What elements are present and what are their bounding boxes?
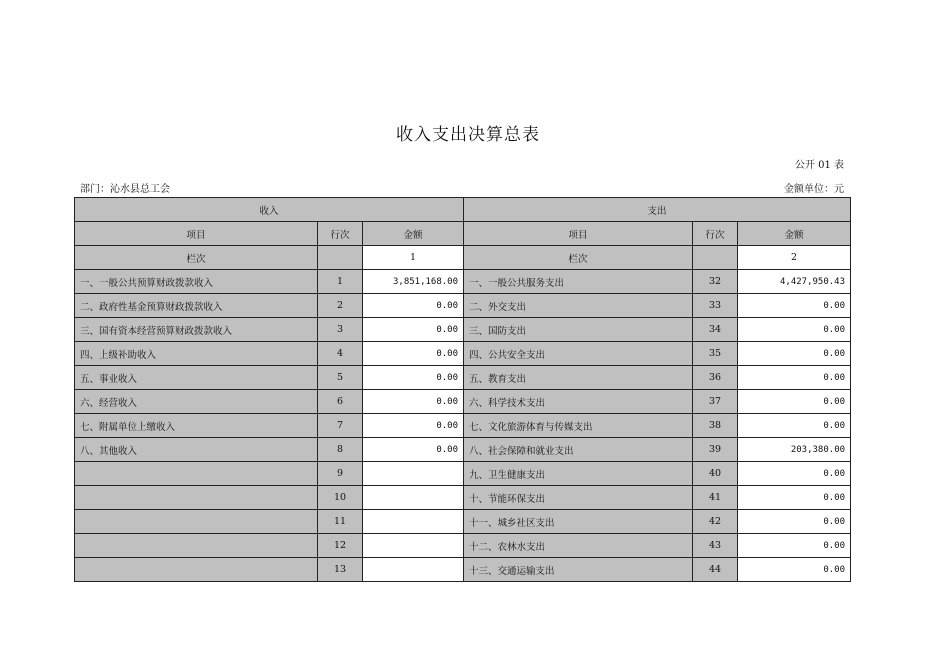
expense-amount-cell: 0.00 xyxy=(738,342,851,366)
table-row xyxy=(75,510,851,534)
expense-item-cell: 五、教育支出 xyxy=(464,366,693,390)
expense-section-header: 支出 xyxy=(464,198,851,222)
expense-row-no-cell: 43 xyxy=(693,534,738,558)
table-row xyxy=(75,270,851,294)
expense-amount-cell: 0.00 xyxy=(738,414,851,438)
header-row-sections xyxy=(75,198,851,222)
income-item-cell xyxy=(75,510,318,534)
expense-amount-cell: 0.00 xyxy=(738,318,851,342)
income-item-cell: 二、政府性基金预算财政拨款收入 xyxy=(75,294,318,318)
income-item-cell: 四、上级补助收入 xyxy=(75,342,318,366)
income-row-no-cell: 4 xyxy=(318,342,363,366)
income-column-label: 栏次 xyxy=(75,246,318,270)
expense-row-no-cell: 32 xyxy=(693,270,738,294)
income-item-cell: 五、事业收入 xyxy=(75,366,318,390)
expense-amount-cell: 0.00 xyxy=(738,390,851,414)
department-label: 部门：沁水县总工会 xyxy=(80,184,170,195)
income-item-cell: 六、经营收入 xyxy=(75,390,318,414)
income-item-cell xyxy=(75,534,318,558)
income-amount-cell xyxy=(363,534,464,558)
income-item-cell: 三、国有资本经营预算财政拨款收入 xyxy=(75,318,318,342)
income-row-no-cell: 3 xyxy=(318,318,363,342)
income-row-no-cell: 13 xyxy=(318,558,363,582)
expense-amount-cell: 4,427,950.43 xyxy=(738,270,851,294)
expense-item-cell: 四、公共安全支出 xyxy=(464,342,693,366)
expense-item-header: 项目 xyxy=(464,222,693,246)
expense-amount-cell: 0.00 xyxy=(738,558,851,582)
income-amount-cell: 0.00 xyxy=(363,438,464,462)
income-row-no-cell: 7 xyxy=(318,414,363,438)
income-amount-cell: 0.00 xyxy=(363,318,464,342)
income-column-blank xyxy=(318,246,363,270)
expense-item-cell: 一、一般公共服务支出 xyxy=(464,270,693,294)
expense-item-cell: 八、社会保障和就业支出 xyxy=(464,438,693,462)
income-amount-cell: 0.00 xyxy=(363,390,464,414)
expense-item-cell: 十一、城乡社区支出 xyxy=(464,510,693,534)
income-row-no-cell: 10 xyxy=(318,486,363,510)
table-row xyxy=(75,342,851,366)
expense-item-cell: 十二、农林水支出 xyxy=(464,534,693,558)
expense-row-no-cell: 38 xyxy=(693,414,738,438)
expense-row-no-cell: 33 xyxy=(693,294,738,318)
income-row-no-cell: 5 xyxy=(318,366,363,390)
expense-row-no-cell: 42 xyxy=(693,510,738,534)
income-row-no-cell: 2 xyxy=(318,294,363,318)
table-row xyxy=(75,438,851,462)
expense-item-cell: 十、节能环保支出 xyxy=(464,486,693,510)
expense-row-no-cell: 37 xyxy=(693,390,738,414)
income-row-no-cell: 11 xyxy=(318,510,363,534)
header-row-columns xyxy=(75,222,851,246)
table-row xyxy=(75,486,851,510)
expense-amount-cell: 0.00 xyxy=(738,294,851,318)
income-amount-cell xyxy=(363,510,464,534)
expense-item-cell: 三、国防支出 xyxy=(464,318,693,342)
table-row xyxy=(75,294,851,318)
expense-row-no-cell: 36 xyxy=(693,366,738,390)
expense-amount-cell: 203,380.00 xyxy=(738,438,851,462)
expense-column-index: 2 xyxy=(738,246,851,270)
income-row-no-header: 行次 xyxy=(318,222,363,246)
table-row xyxy=(75,318,851,342)
expense-item-cell: 七、文化旅游体育与传媒支出 xyxy=(464,414,693,438)
expense-column-label: 栏次 xyxy=(464,246,693,270)
table-row xyxy=(75,390,851,414)
income-item-header: 项目 xyxy=(75,222,318,246)
income-amount-cell xyxy=(363,558,464,582)
income-amount-cell: 0.00 xyxy=(363,414,464,438)
expense-amount-cell: 0.00 xyxy=(738,462,851,486)
header-row-column-index xyxy=(75,246,851,270)
income-row-no-cell: 6 xyxy=(318,390,363,414)
expense-amount-cell: 0.00 xyxy=(738,510,851,534)
expense-amount-cell: 0.00 xyxy=(738,534,851,558)
table-row xyxy=(75,534,851,558)
income-amount-cell: 0.00 xyxy=(363,294,464,318)
income-section-header: 收入 xyxy=(75,198,464,222)
income-amount-cell xyxy=(363,462,464,486)
expense-amount-header: 金额 xyxy=(738,222,851,246)
income-amount-header: 金额 xyxy=(363,222,464,246)
income-item-cell xyxy=(75,462,318,486)
expense-row-no-cell: 34 xyxy=(693,318,738,342)
expense-amount-cell: 0.00 xyxy=(738,366,851,390)
expense-row-no-cell: 44 xyxy=(693,558,738,582)
expense-row-no-cell: 40 xyxy=(693,462,738,486)
expense-row-no-cell: 35 xyxy=(693,342,738,366)
income-expense-table xyxy=(74,197,851,582)
expense-row-no-cell: 41 xyxy=(693,486,738,510)
income-row-no-cell: 8 xyxy=(318,438,363,462)
income-row-no-cell: 1 xyxy=(318,270,363,294)
expense-item-cell: 二、外交支出 xyxy=(464,294,693,318)
income-amount-cell: 3,851,168.00 xyxy=(363,270,464,294)
expense-item-cell: 九、卫生健康支出 xyxy=(464,462,693,486)
income-amount-cell xyxy=(363,486,464,510)
expense-item-cell: 六、科学技术支出 xyxy=(464,390,693,414)
income-row-no-cell: 12 xyxy=(318,534,363,558)
income-item-cell: 七、附属单位上缴收入 xyxy=(75,414,318,438)
amount-unit-label: 金额单位：元 xyxy=(784,184,844,195)
income-amount-cell: 0.00 xyxy=(363,366,464,390)
income-item-cell: 八、其他收入 xyxy=(75,438,318,462)
expense-column-blank xyxy=(693,246,738,270)
expense-row-no-header: 行次 xyxy=(693,222,738,246)
income-row-no-cell: 9 xyxy=(318,462,363,486)
table-row xyxy=(75,414,851,438)
report-title: 收入支出决算总表 xyxy=(396,125,540,145)
income-amount-cell: 0.00 xyxy=(363,342,464,366)
income-item-cell: 一、一般公共预算财政拨款收入 xyxy=(75,270,318,294)
table-row xyxy=(75,366,851,390)
form-number: 公开 01 表 xyxy=(794,160,844,171)
income-column-index: 1 xyxy=(363,246,464,270)
income-item-cell xyxy=(75,486,318,510)
expense-row-no-cell: 39 xyxy=(693,438,738,462)
table-row xyxy=(75,462,851,486)
expense-item-cell: 十三、交通运输支出 xyxy=(464,558,693,582)
table-row xyxy=(75,558,851,582)
expense-amount-cell: 0.00 xyxy=(738,486,851,510)
income-item-cell xyxy=(75,558,318,582)
